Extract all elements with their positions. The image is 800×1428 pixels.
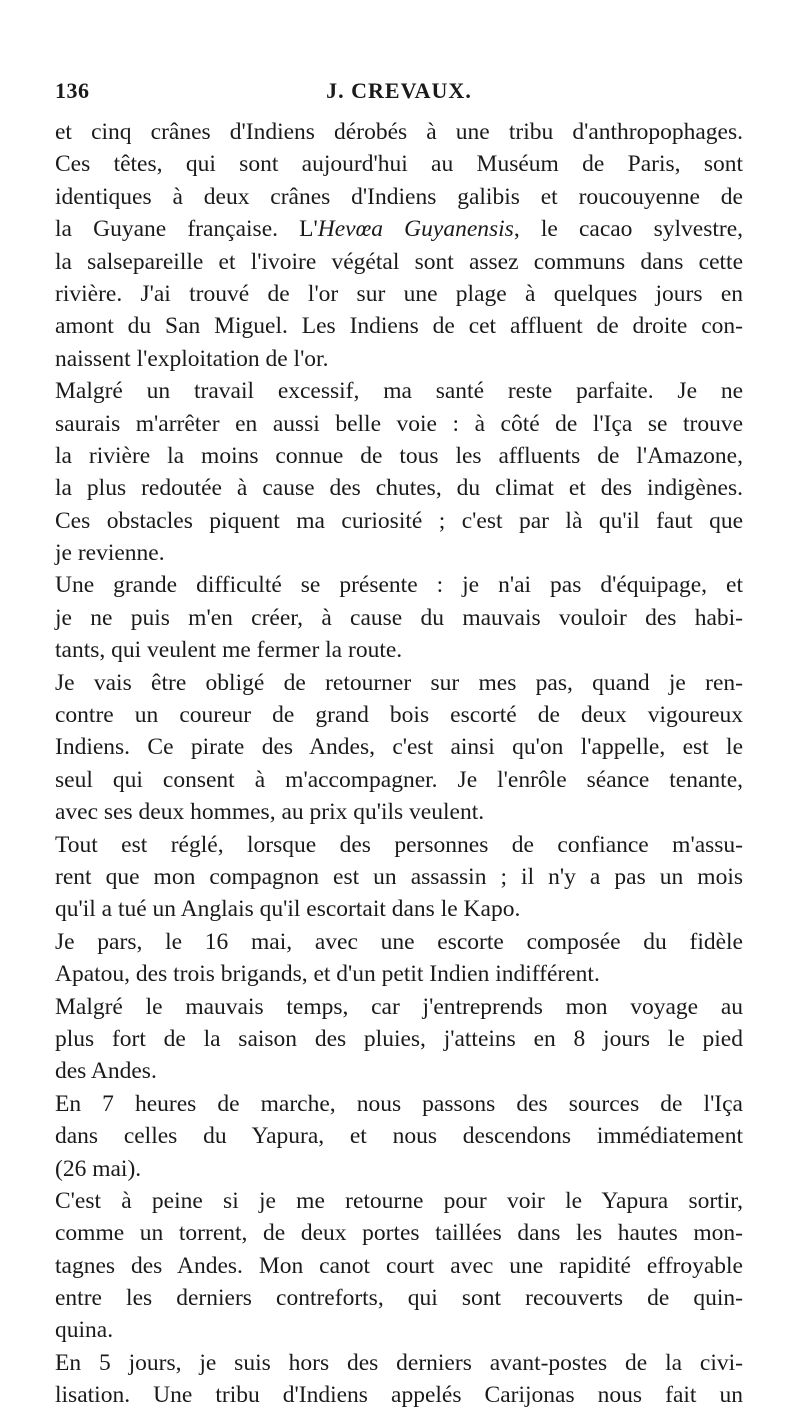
text-line: amont du San Miguel. Les Indiens de cet affluent de droite con-	[55, 313, 743, 340]
text-line: Ces obstacles piquent ma curiosité ; c'est par là qu'il faut que	[55, 507, 743, 534]
text-line: rivière. J'ai trouvé de l'or sur une plage à quelques jours en	[55, 280, 743, 307]
text-line: la Guyane française. L'Hevœa Guyanensis, le cacao sylvestre,	[55, 216, 743, 243]
text-line: plus fort de la saison des pluies, j'atteins en 8 jours le pied	[55, 1025, 743, 1052]
text-line: identiques à deux crânes d'Indiens galibis et roucouyenne de	[55, 183, 743, 210]
text-line: dans celles du Yapura, et nous descendons immédiatement	[55, 1123, 743, 1150]
text-line: Ces têtes, qui sont aujourd'hui au Muséum de Paris, sont	[55, 151, 743, 178]
text-line: rent que mon compagnon est un assassin ; il n'y a pas un mois	[55, 863, 743, 890]
text-line: (26 mai).	[55, 1155, 142, 1182]
text-line: Apatou, des trois brigands, et d'un petit Indien indifférent.	[55, 961, 600, 988]
text-line: quina.	[55, 1317, 114, 1344]
text-line: qu'il a tué un Anglais qu'il escortait dans le Kapo.	[55, 896, 521, 923]
book-page	[55, 78, 743, 1412]
text-line: tants, qui veulent me fermer la route.	[55, 637, 403, 664]
text-line: entre les derniers contreforts, qui sont recouverts de quin-	[55, 1285, 743, 1312]
text-line: la rivière la moins connue de tous les affluents de l'Amazone,	[55, 442, 743, 469]
text-line: Une grande difficulté se présente : je n'ai pas d'équipage, et	[55, 572, 743, 599]
text-line: avec ses deux hommes, au prix qu'ils veulent.	[55, 799, 485, 826]
text-line: la plus redoutée à cause des chutes, du climat et des indigènes.	[55, 475, 743, 502]
text-line: Malgré le mauvais temps, car j'entreprends mon voyage au	[55, 993, 743, 1020]
text-line: contre un coureur de grand bois escorté de deux vigoureux	[55, 702, 743, 729]
running-title-author: J. CREVAUX.	[326, 78, 472, 103]
text-line: Indiens. Ce pirate des Andes, c'est ainsi qu'on l'appelle, est le	[55, 734, 743, 761]
text-line: Tout est réglé, lorsque des personnes de confiance m'assu-	[55, 831, 743, 858]
text-line: Je vais être obligé de retourner sur mes pas, quand je ren-	[55, 669, 743, 696]
body-text	[55, 116, 743, 1412]
text-line: En 7 heures de marche, nous passons des sources de l'Iça	[55, 1090, 743, 1117]
text-line: comme un torrent, de deux portes taillées dans les hautes mon-	[55, 1220, 743, 1247]
text-line: je revienne.	[55, 540, 165, 567]
running-head	[55, 78, 743, 112]
text-line: la salsepareille et l'ivoire végétal sont assez communs dans cette	[55, 248, 743, 275]
text-line: En 5 jours, je suis hors des derniers avant-postes de la civi-	[55, 1349, 743, 1376]
page-number: 136	[55, 78, 90, 103]
text-line: naissent l'exploitation de l'or.	[55, 345, 329, 372]
text-line: saurais m'arrêter en aussi belle voie : à côté de l'Iça se trouve	[55, 410, 743, 437]
italic-term: Hevœa Guyanensis	[317, 216, 514, 243]
text-line: lisation. Une tribu d'Indiens appelés Carijonas nous fait un	[55, 1382, 743, 1409]
text-line: et cinq crânes d'Indiens dérobés à une tribu d'anthropophages.	[55, 119, 743, 145]
text-line: des Andes.	[55, 1058, 157, 1085]
text-line: je ne puis m'en créer, à cause du mauvais vouloir des habi-	[55, 604, 743, 631]
text-line: seul qui consent à m'accompagner. Je l'enrôle séance tenante,	[55, 766, 743, 793]
text-line: tagnes des Andes. Mon canot court avec une rapidité effroyable	[55, 1252, 743, 1279]
text-line: Je pars, le 16 mai, avec une escorte composée du fidèle	[55, 928, 743, 955]
text-line: C'est à peine si je me retourne pour voir le Yapura sortir,	[55, 1187, 743, 1214]
text-line: Malgré un travail excessif, ma santé reste parfaite. Je ne	[55, 378, 743, 405]
